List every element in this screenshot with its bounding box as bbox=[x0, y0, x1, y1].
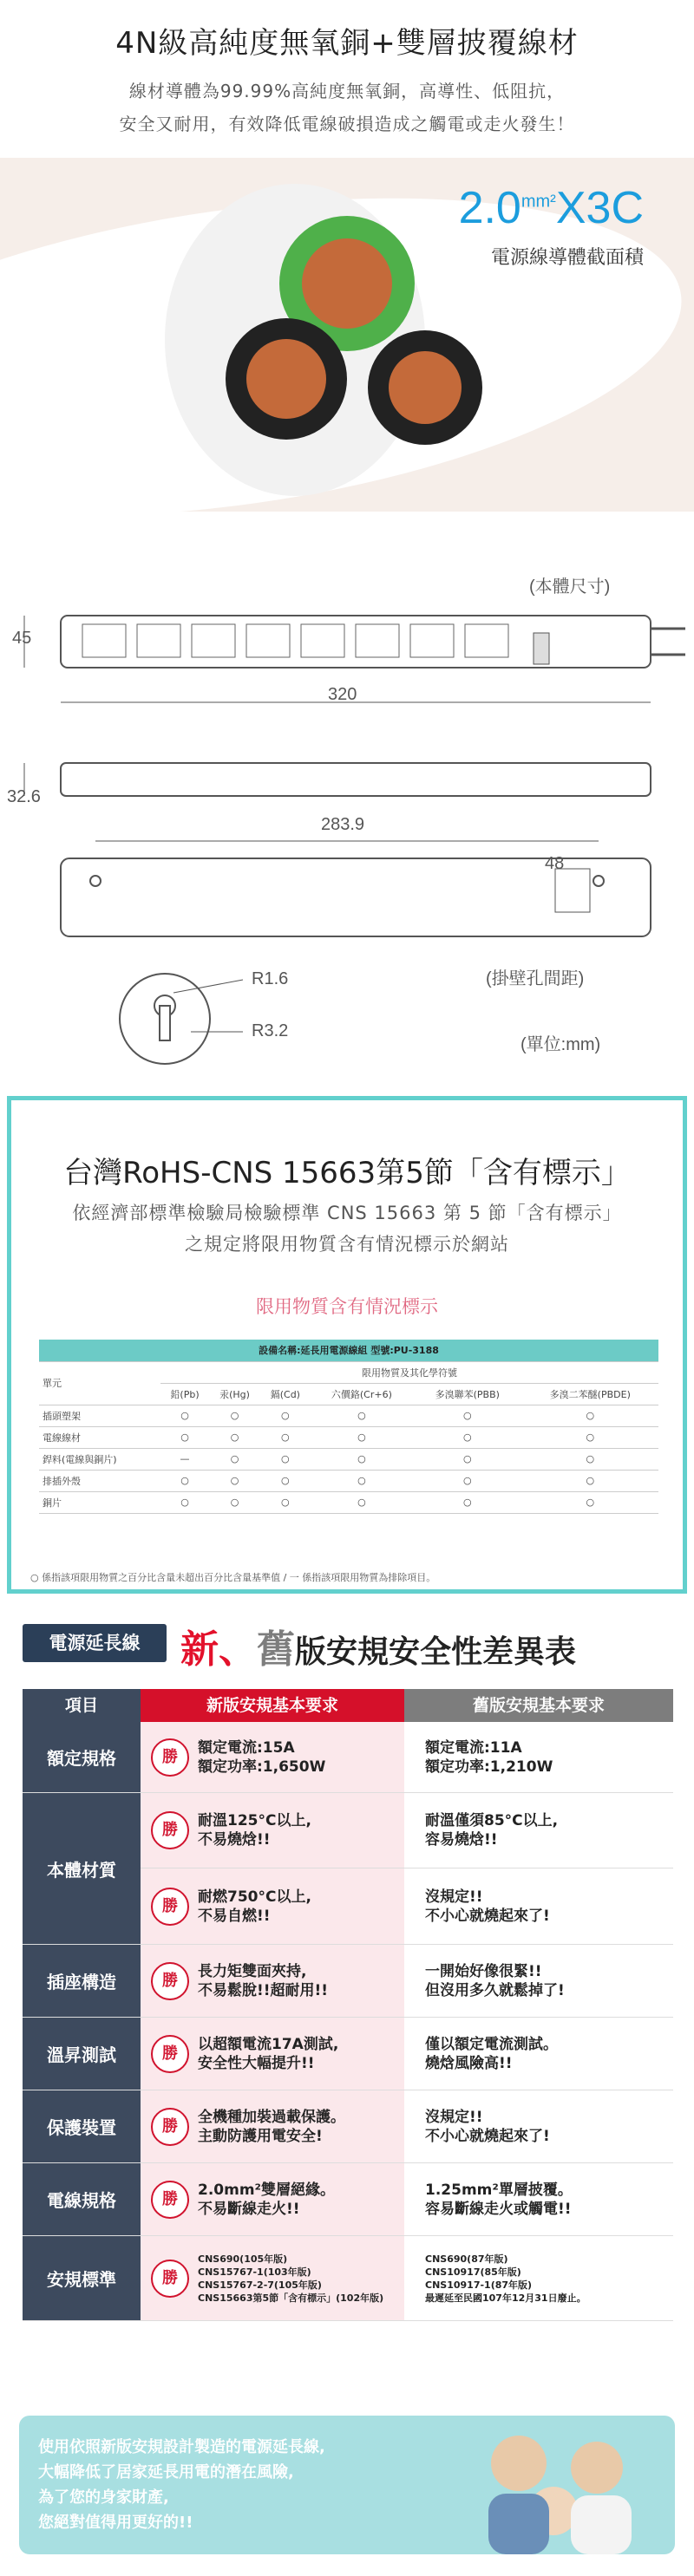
unit-header: 單元 bbox=[39, 1361, 160, 1405]
comparison-table bbox=[23, 1689, 673, 2321]
rohs-table bbox=[39, 1340, 658, 1514]
win-badge: 勝 bbox=[151, 1962, 189, 2000]
table-row: 銅片 ○ ○ ○ ○ ○ ○ bbox=[39, 1491, 658, 1513]
equipment-name: 設備名稱:延長用電源線組 型號:PU-3188 bbox=[39, 1340, 658, 1361]
rohs-panel bbox=[7, 1096, 687, 1594]
col-new: 新版安規基本要求 bbox=[141, 1689, 404, 1722]
substance-header: 限用物質及其化學符號 bbox=[160, 1361, 658, 1383]
win-badge: 勝 bbox=[151, 2035, 189, 2073]
row-category: 電線規格 bbox=[23, 2163, 141, 2235]
row-category: 溫昇測試 bbox=[23, 2018, 141, 2090]
col-item: 項目 bbox=[23, 1689, 141, 1722]
substance-label: 鉛(Pb) bbox=[160, 1383, 209, 1405]
dim-height: 45 bbox=[12, 629, 32, 648]
table-row: 溫昇測試 勝 以超額電流17A測試, 安全性大幅提升!! 僅以額定電流測試。 燒焓風險高!! bbox=[23, 2018, 673, 2090]
comparison-header bbox=[23, 1689, 673, 1722]
cable-cross-section-image bbox=[0, 158, 694, 512]
substance-label: 多溴聯苯(PBB) bbox=[413, 1383, 522, 1405]
banner-text: 使用依照新版安規設計製造的電源延長線, 大幅降低了居家延長用電的潛在風險, 為了您的身家財產, 您絕對值得用更好的!! bbox=[38, 2438, 325, 2532]
row-category: 插座構造 bbox=[23, 1945, 141, 2017]
cable-section-title: 4N級高純度無氧銅+雙層披覆線材 bbox=[115, 26, 579, 61]
table-row: 排插外殼 ○ ○ ○ ○ ○ ○ bbox=[39, 1470, 658, 1491]
wall-hole-label: (掛壁孔間距) bbox=[486, 969, 585, 988]
comparison-title: 新、舊版安規安全性差異表 bbox=[180, 1627, 577, 1672]
table-row: 電線規格 勝 2.0mm²雙層絕緣。 不易斷線走火!! 1.25mm²單層披覆。 容易斷線走火或觸電!! bbox=[23, 2163, 673, 2236]
rohs-note: ○ 係指該項限用物質之百分比含量未超出百分比含量基準值 / 一 係指該項限用物質為排除項目。 bbox=[30, 1572, 436, 1583]
row-category: 安規標準 bbox=[23, 2236, 141, 2320]
win-badge: 勝 bbox=[151, 1811, 189, 1849]
substance-label: 汞(Hg) bbox=[209, 1383, 260, 1405]
dim-length: 320 bbox=[328, 685, 357, 704]
table-row: 安規標準 勝 CNS690(105年版) CNS15767-1(103年版) CNS15767-2-7(105年版) CNS15663第5節「含有標示」(102年版) CNS690(87年版) CNS10917(85年版) CNS10917-1(87年版) 最遲延至民國107年12月31日廢止。 bbox=[23, 2236, 673, 2321]
comparison-label: 電源延長線 bbox=[23, 1624, 167, 1662]
rohs-subtitle: 限用物質含有情況標示 bbox=[256, 1296, 438, 1317]
row-category: 額定規格 bbox=[23, 1722, 141, 1792]
win-badge: 勝 bbox=[151, 1738, 189, 1777]
table-row: 保護裝置 勝 全機種加裝過載保護。 主動防護用電安全! 沒規定!! 不小心就燒起來了! bbox=[23, 2090, 673, 2163]
substance-label: 多溴二苯醚(PBDE) bbox=[522, 1383, 658, 1405]
dim-radius-small: R1.6 bbox=[252, 969, 289, 988]
row-category: 保護裝置 bbox=[23, 2090, 141, 2162]
win-badge: 勝 bbox=[151, 1888, 189, 1926]
win-badge: 勝 bbox=[151, 2181, 189, 2219]
substance-label: 鎘(Cd) bbox=[260, 1383, 311, 1405]
cable-desc-line-1: 線材導體為99.99%高純度無氧銅，高導性、低阻抗， bbox=[128, 81, 566, 101]
cable-description bbox=[0, 75, 694, 140]
cable-desc-line-2: 安全又耐用，有效降低電線破損造成之觸電或走火發生！ bbox=[119, 114, 575, 134]
dim-hole-span: 283.9 bbox=[321, 815, 365, 834]
col-old: 舊版安規基本要求 bbox=[404, 1689, 673, 1722]
dim-radius-large: R3.2 bbox=[252, 1021, 289, 1040]
dim-thickness: 32.6 bbox=[7, 787, 41, 806]
conductor-spec-label: 電源線導體截面積 bbox=[490, 247, 644, 269]
body-size-label: (本體尺寸) bbox=[529, 577, 611, 597]
table-row: 插頭塑架 ○ ○ ○ ○ ○ ○ bbox=[39, 1405, 658, 1426]
dim-hole-offset: 48 bbox=[545, 854, 565, 873]
win-badge: 勝 bbox=[151, 2260, 189, 2298]
dimension-drawing bbox=[0, 598, 694, 1084]
rohs-description: 依經濟部標準檢驗局檢驗標準 CNS 15663 第 5 節「含有標示」之規定將限用物質含有情況標示於網站 bbox=[72, 1203, 622, 1255]
unit-label: (單位:mm) bbox=[520, 1035, 601, 1054]
conductor-spec-value: $2.0^{mm^2}X3C$ bbox=[458, 183, 644, 233]
table-row-group: 本體材質 勝 耐溫125°C以上, 不易燒焓!! 耐溫僅須85°C以上, 容易燒焓!! 勝 耐燃750°C以上, 不易自燃!! 沒規定!! 不小心就燒起來了! bbox=[23, 1793, 673, 1945]
table-row: 電線線材 ○ ○ ○ ○ ○ ○ bbox=[39, 1426, 658, 1448]
table-row: 插座構造 勝 長力矩雙面夾持, 不易鬆脫!!超耐用!! 一開始好像很緊!! 但沒用多久就鬆掉了! bbox=[23, 1945, 673, 2018]
row-category: 本體材質 bbox=[23, 1793, 141, 1944]
win-badge: 勝 bbox=[151, 2108, 189, 2146]
table-row: 銲料(電線與銅片) — ○ ○ ○ ○ ○ bbox=[39, 1448, 658, 1470]
rohs-title: 台灣RoHS-CNS 15663第5節「含有標示」 bbox=[63, 1156, 631, 1190]
substance-label: 六價鉻(Cr+6) bbox=[311, 1383, 413, 1405]
table-row: 額定規格 勝 額定電流:15A 額定功率:1,650W 額定電流:11A 額定功率:1,210W bbox=[23, 1722, 673, 1793]
